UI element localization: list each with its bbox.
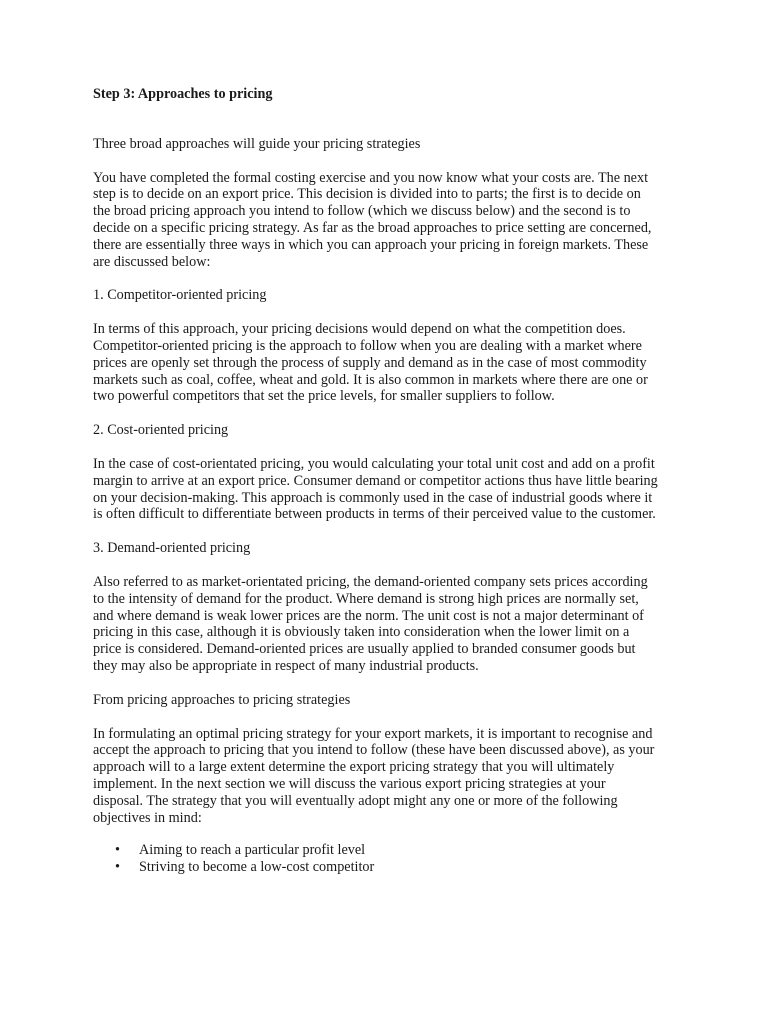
section-body-cost: In the case of cost-orientated pricing, you would calculating your total unit cost and add on a profit margin to arrive at an export price. Consumer demand or competitor actions thus have little bearing on your decision-making. This approach is commonly used in the case of industrial goods where it is often difficult to differentiate between products in terms of their perceived value to the customer. bbox=[93, 455, 658, 523]
transition-title: From pricing approaches to pricing strategies bbox=[93, 691, 351, 708]
document-page bbox=[93, 86, 658, 876]
section-body-competitor: In terms of this approach, your pricing decisions would depend on what the competition does. Competitor-oriented pricing is the approach to follow when you are dealing with a market where prices are openly set through the process of supply and demand as in the case of most commodity markets such as coal, coffee, wheat and gold. It is also common in markets where there are one or two powerful competitors that set the price levels, for smaller suppliers to follow. bbox=[93, 321, 648, 405]
list-item-text: Aiming to reach a particular profit level bbox=[139, 842, 366, 859]
bullet-icon: • bbox=[115, 859, 120, 876]
list-item-text: Striving to become a low-cost competitor bbox=[139, 859, 375, 876]
section-title-cost: 2. Cost-oriented pricing bbox=[93, 422, 229, 439]
page-title: Step 3: Approaches to pricing bbox=[93, 86, 273, 102]
list-item bbox=[93, 842, 658, 859]
intro-title: Three broad approaches will guide your pricing strategies bbox=[93, 135, 421, 152]
bullet-icon: • bbox=[115, 842, 120, 859]
section-title-competitor: 1. Competitor-oriented pricing bbox=[93, 287, 267, 304]
intro-paragraph: You have completed the formal costing exercise and you now know what your costs are. The next step is to decide on an export price. This decision is divided into to parts; the first is to decide on the broad pricing approach you intend to follow (which we discuss below) and the second is to decide on a specific pricing strategy. As far as the broad approaches to price setting are concerned, there are essentially three ways in which you can approach your pricing in foreign markets. These are discussed below: bbox=[93, 169, 652, 270]
section-body-demand: Also referred to as market-orientated pricing, the demand-oriented company sets prices according to the intensity of demand for the product. Where demand is strong high prices are normally set, and where demand is weak lower prices are the norm. The unit cost is not a major determinant of pricing in this case, although it is obviously taken into consideration when the lower limit on a price is considered. Demand-oriented prices are usually applied to branded consumer goods but they may also be appropriate in respect of many industrial products. bbox=[93, 573, 648, 674]
section-title-demand: 3. Demand-oriented pricing bbox=[93, 540, 251, 557]
objectives-list bbox=[93, 842, 658, 876]
list-item bbox=[93, 859, 658, 876]
transition-paragraph: In formulating an optimal pricing strategy for your export markets, it is important to recognise and accept the approach to pricing that you intend to follow (these have been discussed above), as your approach will to a large extent determine the export pricing strategy that you will ultimately implement. In the next section we will discuss the various export pricing strategies at your disposal. The strategy that you will eventually adopt might any one or more of the following objectives in mind: bbox=[93, 725, 655, 826]
